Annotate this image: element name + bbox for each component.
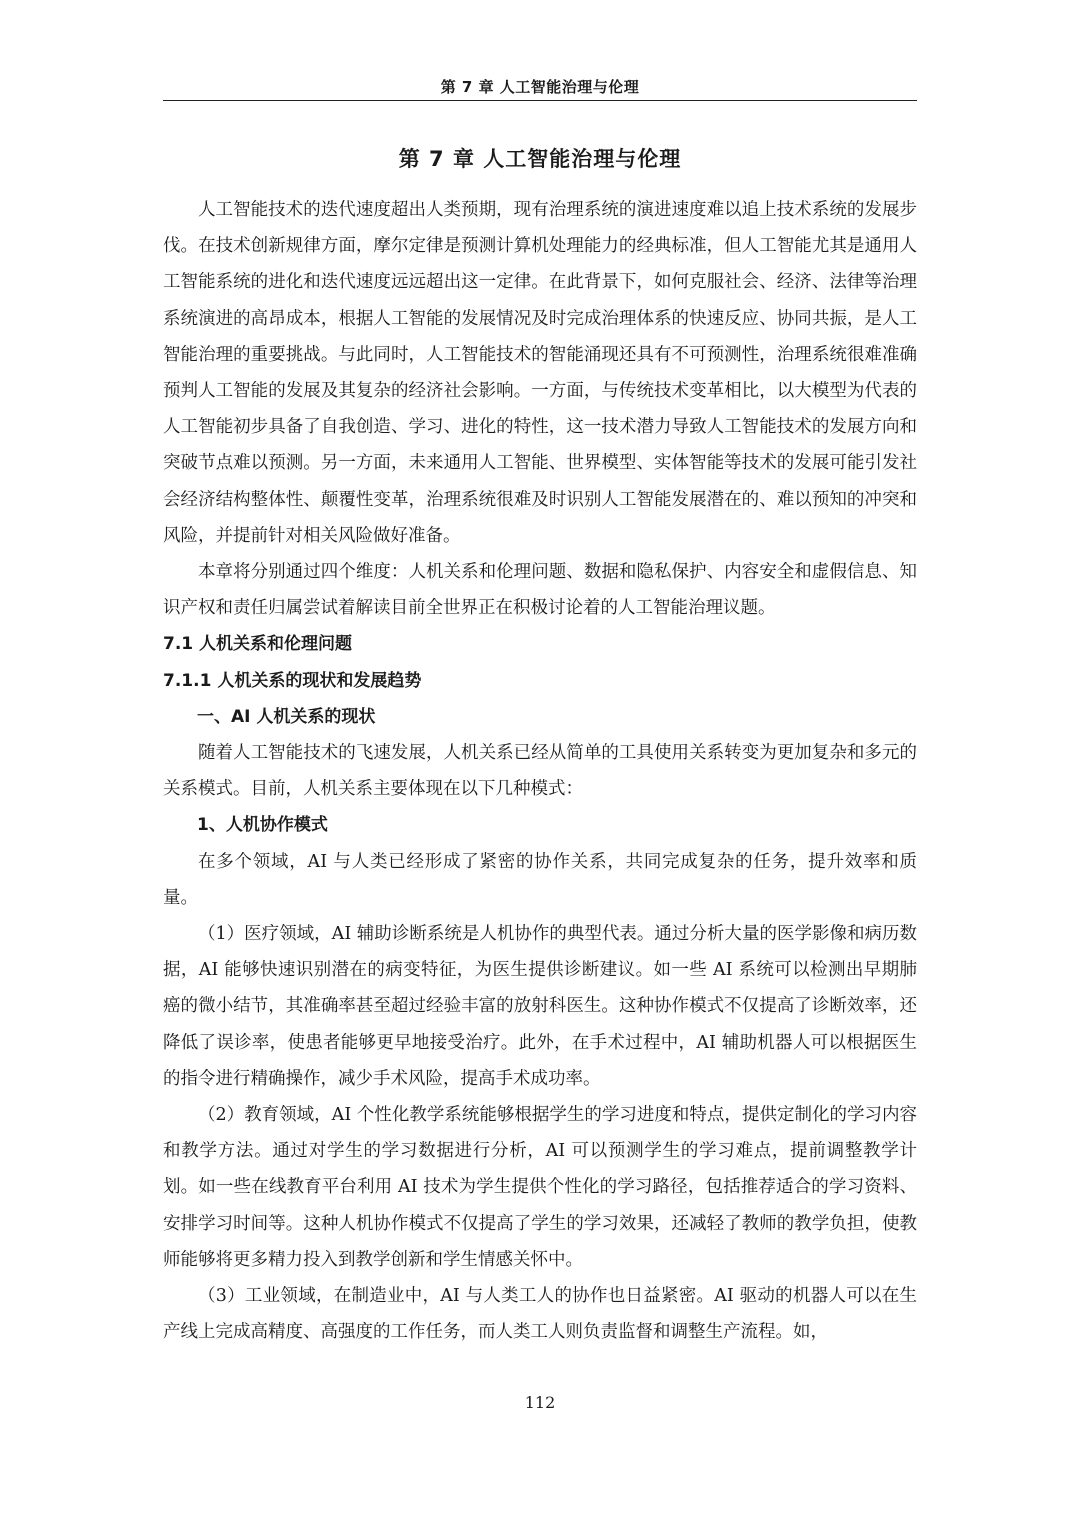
section-heading: 7.1 人机关系和伦理问题 (163, 634, 353, 655)
page-number: 112 (524, 1393, 556, 1412)
body-paragraph: 随着人工智能技术的飞速发展，人机关系已经从简单的工具使用关系转变为更加复杂和多元的关系模式。目前，人机关系主要体现在以下几种模式： (163, 743, 917, 800)
sub-subsection-heading: 一、AI 人机关系的现状 (197, 706, 376, 727)
list-item-education: （2）教育领域，AI 个性化教学系统能够根据学生的学习进度和特点，提供定制化的学习内容和教学方法。通过对学生的学习数据进行分析，AI 可以预测学生的学习难点，提前调整教学计划。如一些在线教育平台利用 AI 技术为学生提供个性化的学习路径，包括推荐适合的学习资料、安排学习时间等。这种人机协作模式不仅提高了学生的学习效果，还减轻了教师的教学负担，使教师能够将更多精力投入到教学创新和学生情感关怀中。 (163, 1105, 917, 1270)
mode-heading: 1、人机协作模式 (197, 815, 328, 836)
body-paragraph: 在多个领域，AI 与人类已经形成了紧密的协作关系，共同完成复杂的任务，提升效率和质量。 (163, 851, 917, 908)
list-item-medical: （1）医疗领域，AI 辅助诊断系统是人机协作的典型代表。通过分析大量的医学影像和病历数据，AI 能够快速识别潜在的病变特征，为医生提供诊断建议。如一些 AI 系统可以检测出早期肺癌的微小结节，其准确率甚至超过经验丰富的放射科医生。这种协作模式不仅提高了诊断效率，还降低了误诊率，使患者能够更早地接受治疗。此外，在手术过程中，AI 辅助机器人可以根据医生的指令进行精确操作，减少手术风险，提高手术成功率。 (163, 924, 917, 1089)
running-header: 第 7 章 人工智能治理与伦理 (440, 78, 640, 96)
list-item-industry: （3）工业领域，在制造业中，AI 与人类工人的协作也日益紧密。AI 驱动的机器人可以在生产线上完成高精度、高强度的工作任务，而人类工人则负责监督和调整生产流程。如， (163, 1286, 917, 1343)
intro-paragraph: 人工智能技术的迭代速度超出人类预期，现有治理系统的演进速度难以追上技术系统的发展步伐。在技术创新规律方面，摩尔定律是预测计算机处理能力的经典标准，但人工智能尤其是通用人工智能系统的进化和迭代速度远远超出这一定律。在此背景下，如何克服社会、经济、法律等治理系统演进的高昂成本，根据人工智能的发展情况及时完成治理体系的快速反应、协同共振，是人工智能治理的重要挑战。与此同时，人工智能技术的智能涌现还具有不可预测性，治理系统很难准确预判人工智能的发展及其复杂的经济社会影响。一方面，与传统技术变革相比，以大模型为代表的人工智能初步具备了自我创造、学习、进化的特性，这一技术潜力导致人工智能技术的发展方向和突破节点难以预测。另一方面，未来通用人工智能、世界模型、实体智能等技术的发展可能引发社会经济结构整体性、颠覆性变革，治理系统很难及时识别人工智能发展潜在的、难以预知的冲突和风险，并提前针对相关风险做好准备。 (163, 200, 917, 546)
body-text (163, 192, 917, 1351)
intro-paragraph: 本章将分别通过四个维度：人机关系和伦理问题、数据和隐私保护、内容安全和虚假信息、知识产权和责任归属尝试着解读目前全世界正在积极讨论着的人工智能治理议题。 (163, 562, 917, 619)
header-rule (163, 100, 917, 101)
subsection-heading: 7.1.1 人机关系的现状和发展趋势 (163, 670, 422, 691)
chapter-title: 第 7 章 人工智能治理与伦理 (398, 147, 682, 171)
